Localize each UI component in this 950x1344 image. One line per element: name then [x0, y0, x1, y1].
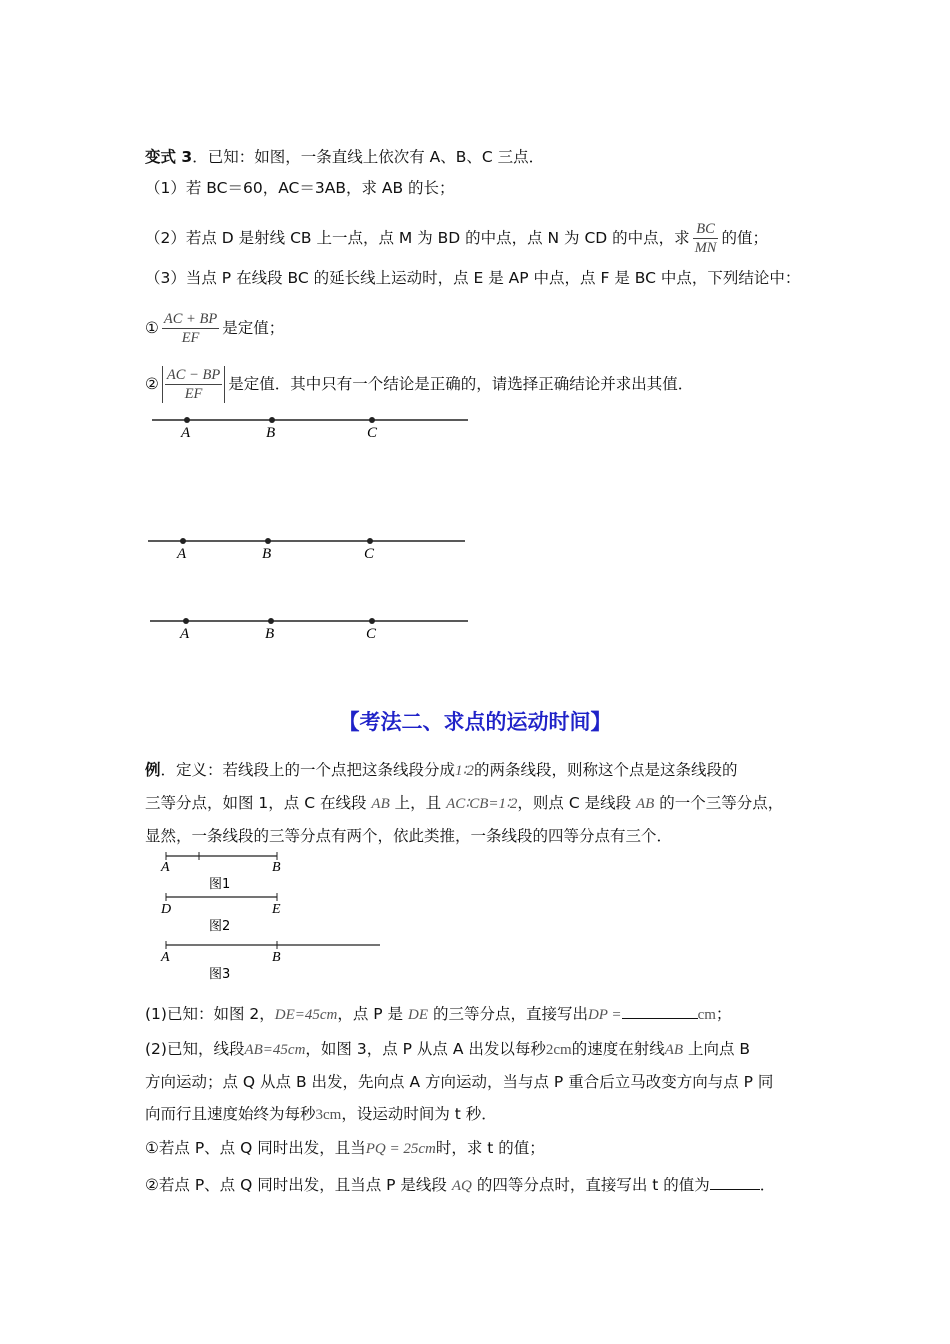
figure-3-right-label: B — [272, 950, 281, 965]
conclusion-1-text: 是定值； — [222, 319, 285, 337]
math-pq: PQ = 25cm — [365, 1141, 436, 1157]
conclusion-2-mark: ② — [145, 375, 159, 393]
subquestion-1 — [145, 1136, 545, 1161]
figure-3 — [160, 941, 380, 982]
unit-cm: cm — [697, 1007, 716, 1023]
number-line-3 — [150, 618, 468, 642]
point-label-c: C — [366, 626, 377, 642]
math-de: DE=45cm — [274, 1007, 338, 1023]
figure-1-right-label: B — [272, 860, 281, 875]
answer-blank-2[interactable] — [710, 1189, 760, 1190]
math-de: DE — [408, 1007, 428, 1023]
figure-2 — [160, 893, 281, 934]
example-label: 例 — [145, 761, 161, 779]
question-2-text: （2）若点 D 是射线 CB 上一点，点 M 为 BD 的中点，点 N 为 CD 的中点，求 — [145, 229, 690, 247]
figure-1 — [160, 852, 281, 892]
conclusion-2-text: 是定值．其中只有一个结论是正确的，请选择正确结论并求出其值． — [228, 375, 694, 393]
number-line-1 — [152, 417, 468, 441]
question-3: （3）当点 P 在线段 BC 的延长线上运动时，点 E 是 AP 中点，点 F 是 BC 中点，下列结论中： — [145, 269, 801, 287]
math-ab: AB — [371, 796, 390, 812]
point-label-c: C — [367, 425, 378, 441]
part-text: (1)已知：如图 2， — [145, 1005, 275, 1023]
part-text: (2)已知，线段 — [145, 1040, 245, 1058]
part-2-line-2: 方向运动；点 Q 从点 B 出发，先向点 A 方向运动，当与点 P 重合后立马改变方向与点 P 同 — [145, 1073, 774, 1091]
variant3-intro: ．已知：如图，一条直线上依次有 A、B、C 三点． — [192, 148, 545, 166]
number-line-2 — [148, 538, 465, 562]
conclusion-1-mark: ① — [145, 319, 159, 337]
math-aq: AQ — [451, 1178, 472, 1194]
fraction-numerator: AC − BP — [166, 367, 221, 383]
fraction-numerator: AC + BP — [163, 311, 218, 327]
fraction-denominator: MN — [694, 240, 717, 256]
part-text: ①若点 P、点 Q 同时出发，且当 — [145, 1139, 366, 1157]
example-text: 的两条线段，则称这个点是这条线段的 — [473, 761, 738, 779]
math-ratio: 1∶2 — [455, 763, 474, 779]
answer-blank-1[interactable] — [622, 1018, 698, 1019]
point-label-b: B — [266, 425, 276, 441]
figure-2-caption: 图2 — [209, 919, 231, 934]
example-line-1 — [145, 758, 737, 783]
variant3-label: 变式 3 — [145, 148, 193, 166]
part-2-line-1 — [145, 1037, 750, 1062]
part-text: ； — [715, 1005, 732, 1023]
math-ab: AB — [664, 1042, 684, 1058]
fraction-denominator: EF — [181, 330, 200, 346]
example-text: 的一个三等分点， — [659, 794, 784, 812]
question-2-tail: 的值； — [721, 229, 768, 247]
math-dp: DP = — [587, 1007, 622, 1023]
point-label-c: C — [364, 546, 375, 562]
point-label-a: A — [177, 546, 187, 562]
part-text: ，设运动时间为 t 秒． — [341, 1105, 497, 1123]
example-line-2 — [145, 791, 783, 816]
point-label-a: A — [180, 626, 190, 642]
part-text: ②若点 P、点 Q 同时出发，且当点 P 是线段 — [145, 1176, 447, 1194]
part-text: 时，求 t 的值； — [435, 1139, 545, 1157]
part-text: ，如图 3，点 P 从点 A 出发以每秒 — [305, 1040, 546, 1058]
segment-figures — [0, 840, 950, 1000]
part-text: 上向点 B — [687, 1040, 751, 1058]
part-text: 的三等分点，直接写出 — [432, 1005, 588, 1023]
question-1: （1）若 BC＝60，AC＝3AB，求 AB 的长； — [145, 179, 455, 197]
part-text: ． — [759, 1176, 776, 1194]
point-label-b: B — [265, 626, 275, 642]
math-ratio-eq: AC∶CB=1∶2 — [446, 796, 518, 812]
point-label-a: A — [181, 425, 191, 441]
fraction-denominator: EF — [184, 386, 203, 402]
math-speed-p: 2cm — [545, 1042, 572, 1058]
example-text: 上，且 — [394, 794, 442, 812]
figure-1-caption: 图1 — [209, 877, 231, 892]
subquestion-2 — [145, 1173, 775, 1198]
example-text: ，则点 C 是线段 — [517, 794, 632, 812]
point-label-b: B — [262, 546, 272, 562]
part-text: 的速度在射线 — [571, 1040, 665, 1058]
figure-3-caption: 图3 — [209, 967, 231, 982]
part-text: 的四等分点时，直接写出 t 的值为 — [476, 1176, 710, 1194]
part-2-line-3 — [145, 1102, 497, 1127]
part-1 — [145, 1002, 731, 1027]
figure-2-left-label: D — [161, 902, 172, 917]
section-heading: 【考法二、求点的运动时间】 — [338, 710, 612, 734]
figure-3-left-label: A — [161, 950, 170, 965]
math-ab: AB — [636, 796, 655, 812]
part-text: ，点 P 是 — [337, 1005, 404, 1023]
example-text: 三等分点，如图 1，点 C 在线段 — [145, 794, 367, 812]
math-speed-q: 3cm — [315, 1107, 342, 1123]
math-ab-length: AB=45cm — [244, 1042, 306, 1058]
part-text: 向而行且速度始终为每秒 — [145, 1105, 316, 1123]
example-text: ．定义：若线段上的一个点把这条线段分成 — [160, 761, 456, 779]
figure-2-right-label: E — [272, 902, 281, 917]
example-line-3: 显然，一条线段的三等分点有两个，依此类推，一条线段的四等分点有三个． — [145, 827, 673, 845]
figure-1-left-label: A — [161, 860, 170, 875]
fraction-numerator: BC — [693, 220, 719, 239]
